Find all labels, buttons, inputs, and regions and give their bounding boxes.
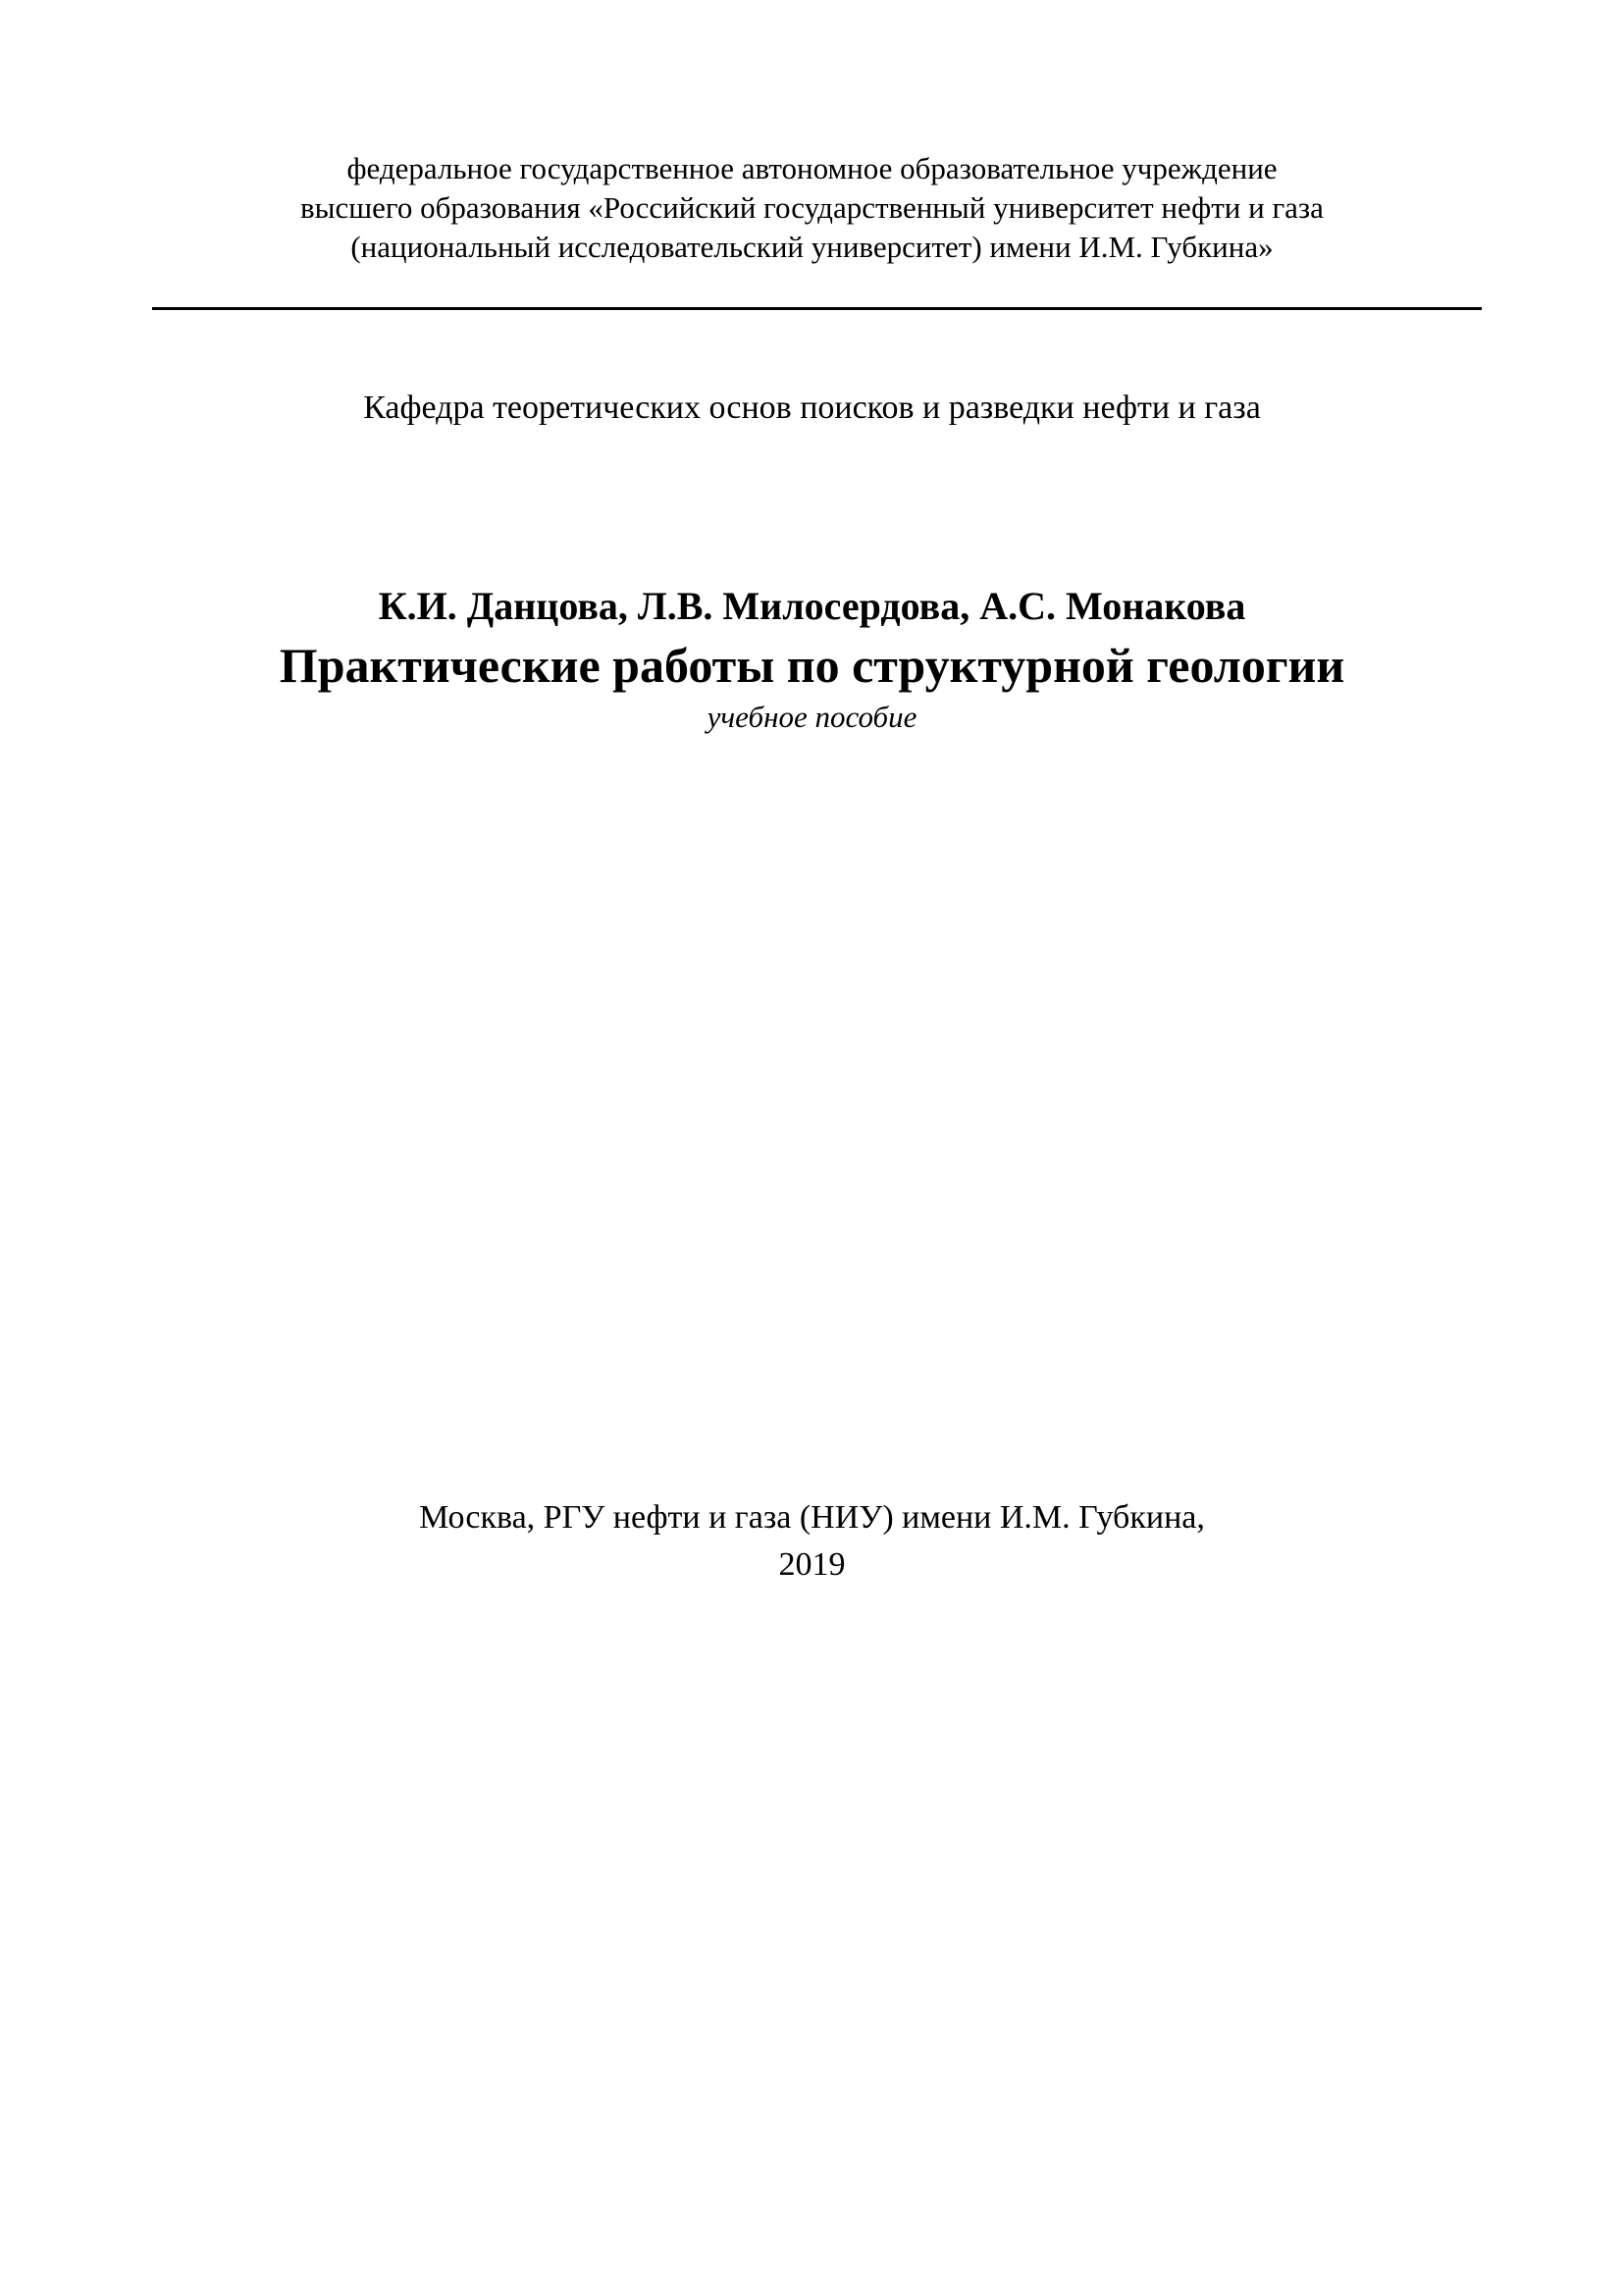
institution-line-1: федеральное государственное автономное образовательное учреждение <box>346 151 1278 185</box>
institution-line-3: (национальный исследовательский университет) имени И.М. Губкина» <box>350 230 1274 264</box>
institution-header <box>0 149 1624 267</box>
header-divider <box>152 307 1482 310</box>
book-subtitle: учебное пособие <box>707 700 917 734</box>
department-name: Кафедра теоретических основ поисков и разведки нефти и газа <box>363 390 1261 426</box>
book-title: Практические работы по структурной геологии <box>279 638 1345 693</box>
institution-line-2: высшего образования «Российский государственный университет нефти и газа <box>300 190 1324 225</box>
authors: К.И. Данцова, Л.В. Милосердова, А.С. Монакова <box>378 584 1246 628</box>
imprint <box>0 1494 1624 1589</box>
imprint-place-publisher: Москва, РГУ нефти и газа (НИУ) имени И.М. Губкина, <box>419 1499 1205 1536</box>
imprint-year: 2019 <box>778 1546 846 1583</box>
